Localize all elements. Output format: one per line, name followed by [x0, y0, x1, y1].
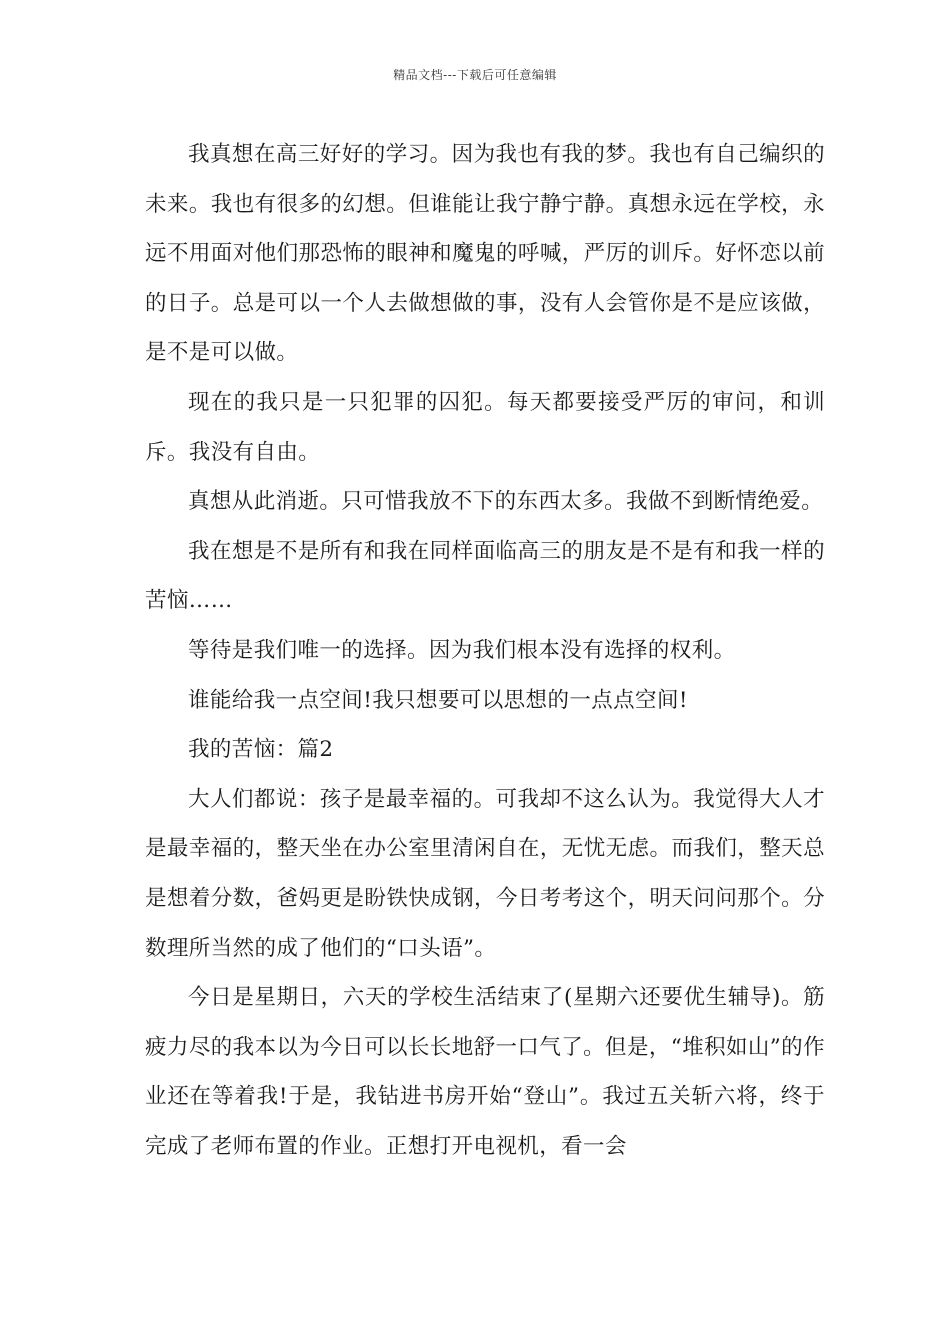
paragraph-4: 我在想是不是所有和我在同样面临高三的朋友是不是有和我一样的苦恼……: [145, 538, 825, 614]
paragraph-1: 我真想在高三好好的学习。因为我也有我的梦。我也有自己编织的未来。我也有很多的幻想。但谁能让我宁静宁静。真想永远在学校，永远不用面对他们那恐怖的眼神和魔鬼的呼喊，严厉的训斥。好怀恋以前的日子。总是可以一个人去做想做的事，没有人会管你是不是应该做，是不是可以做。: [145, 142, 825, 366]
section-heading: 我的苦恼：篇2: [188, 737, 334, 763]
document-body: [145, 130, 825, 1171]
paragraph-5: 等待是我们唯一的选择。因为我们根本没有选择的权利。: [188, 637, 736, 663]
paragraph-6: 谁能给我一点空间!我只想要可以思想的一点点空间!: [188, 687, 688, 713]
paragraph-2: 现在的我只是一只犯罪的囚犯。每天都要接受严厉的审问，和训斥。我没有自由。: [145, 389, 825, 465]
paragraph-7: 大人们都说：孩子是最幸福的。可我却不这么认为。我觉得大人才是最幸福的，整天坐在办公室里清闲自在，无忧无虑。而我们，整天总是想着分数，爸妈更是盼铁快成钢，今日考考这个，明天问问那个。分数理所当然的成了他们的“口头语”。: [145, 786, 825, 961]
paragraph-3: 真想从此消逝。只可惜我放不下的东西太多。我做不到断情绝爱。: [188, 489, 824, 515]
paragraph-8: 今日是星期日，六天的学校生活结束了(星期六还要优生辅导)。筋疲力尽的我本以为今日可以长长地舒一口气了。但是，“堆积如山”的作业还在等着我!于是，我钻进书房开始“登山”。我过五关斩六将，终于完成了老师布置的作业。正想打开电视机，看一会: [145, 985, 825, 1159]
page-header: 精品文档---下载后可任意编辑: [393, 68, 557, 82]
